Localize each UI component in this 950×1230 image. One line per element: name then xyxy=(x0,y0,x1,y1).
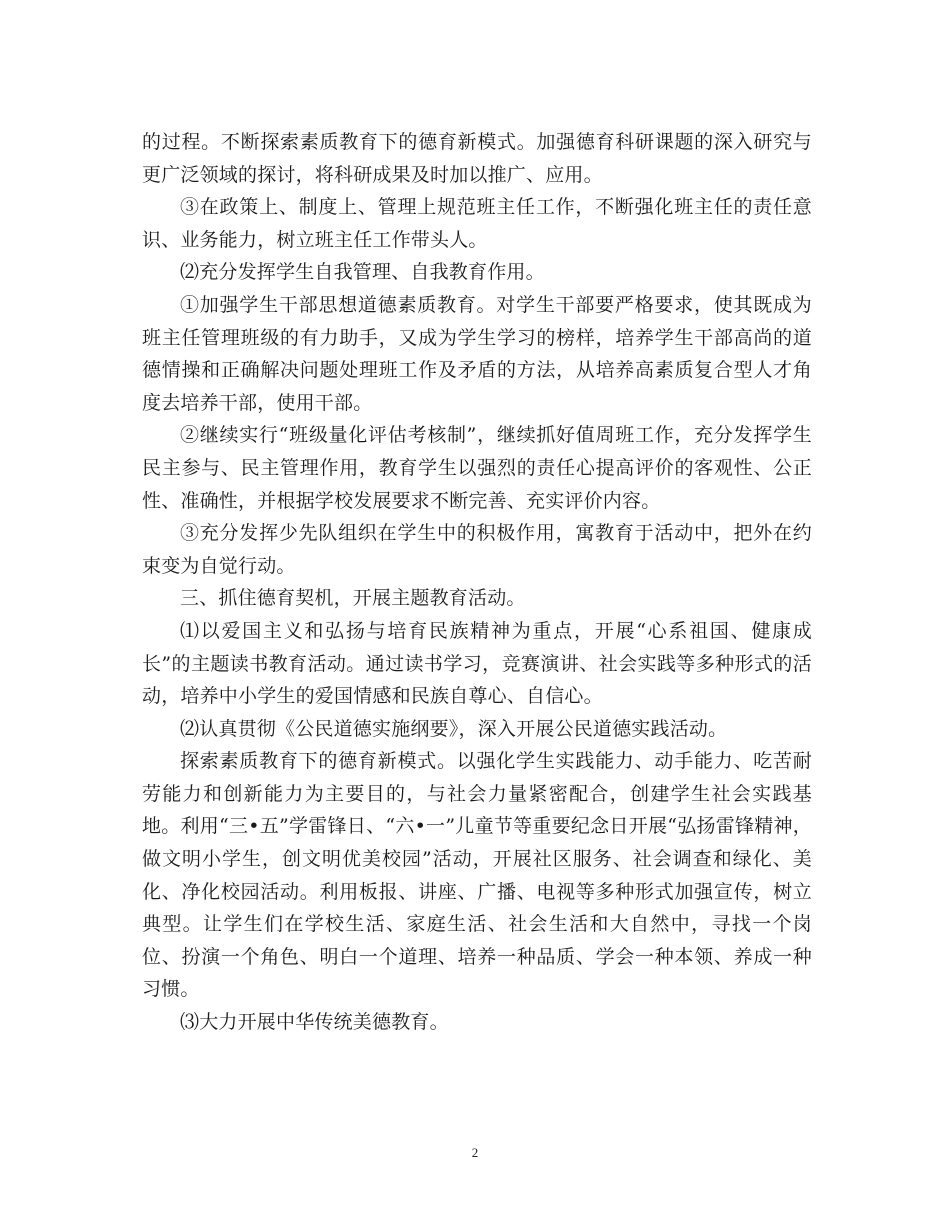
paragraph-10: 探索素质教育下的德育新模式。以强化学生实践能力、动手能力、吃苦耐劳能力和创新能力为主要目的，与社会力量紧密配合，创建学生社会实践基地。利用“三•五”学雷锋日、“六•一”儿童节等重要纪念日开展“弘扬雷锋精神，做文明小学生，创文明优美校园”活动，开展社区服务、社会调查和绿化、美化、净化校园活动。利用板报、讲座、广播、电视等多种形式加强宣传，树立典型。让学生们在学校生活、家庭生活、社会生活和大自然中，寻找一个岗位、扮演一个角色、明白一个道理、培养一种品质、学会一种本领、养成一种习惯。 xyxy=(142,750,812,1001)
page-number: 2 xyxy=(471,1145,479,1160)
paragraph-6: ③充分发挥少先队组织在学生中的积极作用，寓教育于活动中，把外在约束变为自觉行动。 xyxy=(142,522,812,577)
paragraph-8: ⑴以爱国主义和弘扬与培育民族精神为重点，开展“心系祖国、健康成长”的主题读书教育活动。通过读书学习，竞赛演讲、社会实践等多种形式的活动，培养中小学生的爱国情感和民族自尊心、自信心。 xyxy=(142,619,812,708)
paragraph-3: ⑵充分发挥学生自我管理、自我教育作用。 xyxy=(180,261,545,284)
paragraph-4: ①加强学生干部思想道德素质教育。对学生干部要严格要求，使其既成为班主任管理班级的有力助手，又成为学生学习的榜样，培养学生干部高尚的道德情操和正确解决问题处理班工作及矛盾的方法，从培养高素质复合型人才角度去培养干部，使用干部。 xyxy=(142,293,812,414)
body-text xyxy=(142,126,812,1039)
paragraph-11: ⑶大力开展中华传统美德教育。 xyxy=(180,1011,449,1034)
paragraph-9: ⑵认真贯彻《公民道德实施纲要》，深入开展公民道德实践活动。 xyxy=(180,717,728,740)
section-heading: 三、抓住德育契机，开展主题教育活动。 xyxy=(180,587,526,610)
paragraph-1: 的过程。不断探索素质教育下的德育新模式。加强德育科研课题的深入研究与更广泛领域的探讨，将科研成果及时加以推广、应用。 xyxy=(142,131,812,186)
paragraph-5: ②继续实行“班级量化评估考核制”，继续抓好值周班工作，充分发挥学生民主参与、民主管理作用，教育学生以强烈的责任心提高评价的客观性、公正性、准确性，并根据学校发展要求不断完善、充实评价内容。 xyxy=(142,424,812,512)
paragraph-2: ③在政策上、制度上、管理上规范班主任工作，不断强化班主任的责任意识、业务能力，树立班主任工作带头人。 xyxy=(142,196,812,251)
